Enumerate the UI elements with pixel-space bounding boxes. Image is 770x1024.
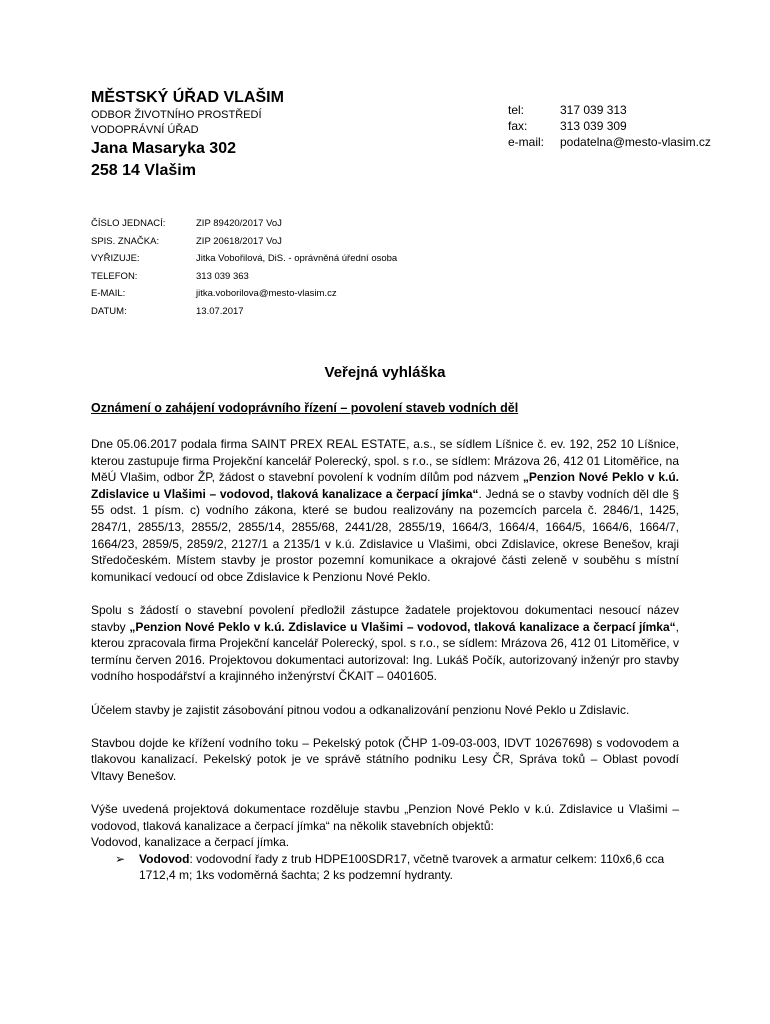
paragraph xyxy=(91,436,679,585)
meta-label: ČÍSLO JEDNACÍ: xyxy=(91,218,166,230)
contact-value: podatelna@mesto-vlasim.cz xyxy=(560,135,711,149)
contact-label: e-mail: xyxy=(508,135,545,149)
paragraph: Účelem stavby je zajistit zásobování pitnou vodou a odkanalizování penzionu Nové Peklo u Zdislavic. xyxy=(91,702,630,717)
paragraph: Stavbou dojde ke křížení vodního toku – Pekelský potok (ČHP 1-09-03-003, IDVT 10267698) s vodovodem a tlakovou kanalizací. Pekelský potok je ve správě státního podniku Lesy ČR, Správa toků – Oblast povodí Vltavy Benešov. xyxy=(91,735,679,783)
meta-row xyxy=(91,303,397,321)
meta-row xyxy=(91,285,397,303)
contact-value: 317 039 313 xyxy=(560,103,627,117)
object-list xyxy=(91,851,679,884)
paragraph: Výše uvedená projektová dokumentace rozděluje stavbu „Penzion Nové Peklo v k.ú. Zdislavice u Vlašimi – vodovod, tlaková kanalizace a čerpací jímka“ na několik stavebních objektů: xyxy=(91,802,679,833)
department: ODBOR ŽIVOTNÍHO PROSTŘEDÍ xyxy=(91,109,262,121)
meta-label: E-MAIL: xyxy=(91,288,126,300)
paragraph-text: , kterou zpracovala firma Projekční kancelář Polerecký, spol. s r.o., se sídlem: Mrázova 26, 412 01 Litoměřice, v termínu červen 2016. Projektovou dokumentaci autorizoval: Ing. Lukáš Počík, autorizovaný inženýr pro stavby vodního hospodářství a krajinného inženýrství ČKAIT – 0401605. xyxy=(91,619,680,684)
meta-label: VYŘIZUJE: xyxy=(91,253,140,265)
address-street: Jana Masaryka 302 xyxy=(91,140,236,157)
paragraph-text: Dne 05.06.2017 podala firma SAINT PREX REAL ESTATE, a.s., se sídlem Líšnice č. ev. 192, 252 10 Líšnice, kterou zastupuje firma Projekční kancelář Polerecký, spol. s r.o., se sídlem: Mrázova 26, 412 01 Litoměřice, na MěÚ Vlašim, odbor ŽP, žádost o stavební povolení k vodním dílům pod názvem xyxy=(91,437,679,485)
contact-block xyxy=(508,102,711,150)
meta-row xyxy=(91,268,397,286)
reference-block xyxy=(91,215,397,320)
list-item-name: Vodovod xyxy=(139,851,190,866)
meta-row xyxy=(91,215,397,233)
document-subject: Oznámení o zahájení vodoprávního řízení – povolení staveb vodních děl xyxy=(91,401,519,415)
contact-label: tel: xyxy=(508,103,525,117)
meta-value: 313 039 363 xyxy=(196,270,249,282)
meta-label: TELEFON: xyxy=(91,270,138,282)
contact-label: fax: xyxy=(508,119,528,133)
document-title: Veřejná vyhláška xyxy=(324,364,446,381)
address-city: 258 14 Vlašim xyxy=(91,162,196,179)
org-name: MĚSTSKÝ ÚŘAD VLAŠIM xyxy=(91,89,284,106)
sub-department: VODOPRÁVNÍ ÚŘAD xyxy=(91,124,199,136)
arrow-bullet-icon: ➢ xyxy=(115,851,126,866)
contact-row xyxy=(508,118,711,134)
paragraph: Vodovod, kanalizace a čerpací jímka. xyxy=(91,835,290,850)
meta-value: jitka.voborilova@mesto-vlasim.cz xyxy=(196,288,337,300)
meta-value: Jitka Vobořilová, DiS. - oprávněná úřední osoba xyxy=(196,253,398,265)
meta-value: ZIP 20618/2017 VoJ xyxy=(196,235,282,247)
meta-label: SPIS. ZNAČKA: xyxy=(91,235,160,247)
paragraph-text: . Jedná se o stavby vodních děl dle § 55 odst. 1 písm. c) vodního zákona, které se budou realizovány na pozemcích parcela č. 2846/1, 1425, 2847/1, 2855/13, 2855/2, 2855/14, 2855/68, 2441/28, 2855/19, 1664/3, 1664/4, 1664/5, 1664/6, 1664/7, 1664/23, 2859/5, 2859/2, 2127/1 a 2135/1 v k.ú. Zdislavice u Vlašimi, obci Zdislavice, okrese Benešov, kraji Středočeském. Místem stavby je prostor pozemní komunikace a okrajové části zeleně v souběhu s místní komunikací vedoucí od obce Zdislavice k Penzionu Nové Peklo. xyxy=(91,486,679,584)
meta-value: 13.07.2017 xyxy=(196,305,244,317)
meta-label: DATUM: xyxy=(91,305,127,317)
contact-row xyxy=(508,134,711,150)
meta-row xyxy=(91,250,397,268)
document-body xyxy=(91,436,679,884)
list-item xyxy=(115,851,679,884)
contact-row xyxy=(508,102,711,118)
project-name: „Penzion Nové Peklo v k.ú. Zdislavice u Vlašimi – vodovod, tlaková kanalizace a čerpací jímka“ xyxy=(129,619,676,634)
letterhead xyxy=(91,88,284,182)
contact-value: 313 039 309 xyxy=(560,119,627,133)
meta-value: ZIP 89420/2017 VoJ xyxy=(196,218,282,230)
project-name: „Penzion Nové Peklo v k.ú. Zdislavice u Vlašimi – vodovod, tlaková kanalizace a čerpací jímka“ xyxy=(91,470,679,501)
paragraph xyxy=(91,602,679,685)
meta-row xyxy=(91,233,397,251)
paragraph-text: Spolu s žádostí o stavební povolení předložil zástupce žadatele projektovou dokumentaci nesoucí název stavby xyxy=(91,602,679,634)
list-item-text: : vodovodní řady z trub HDPE100SDR17, včetně tvarovek a armatur celkem: 110x6,6 cca 1712,4 m; 1ks vodoměrná šachta; 2 ks podzemní hydranty. xyxy=(139,851,665,883)
